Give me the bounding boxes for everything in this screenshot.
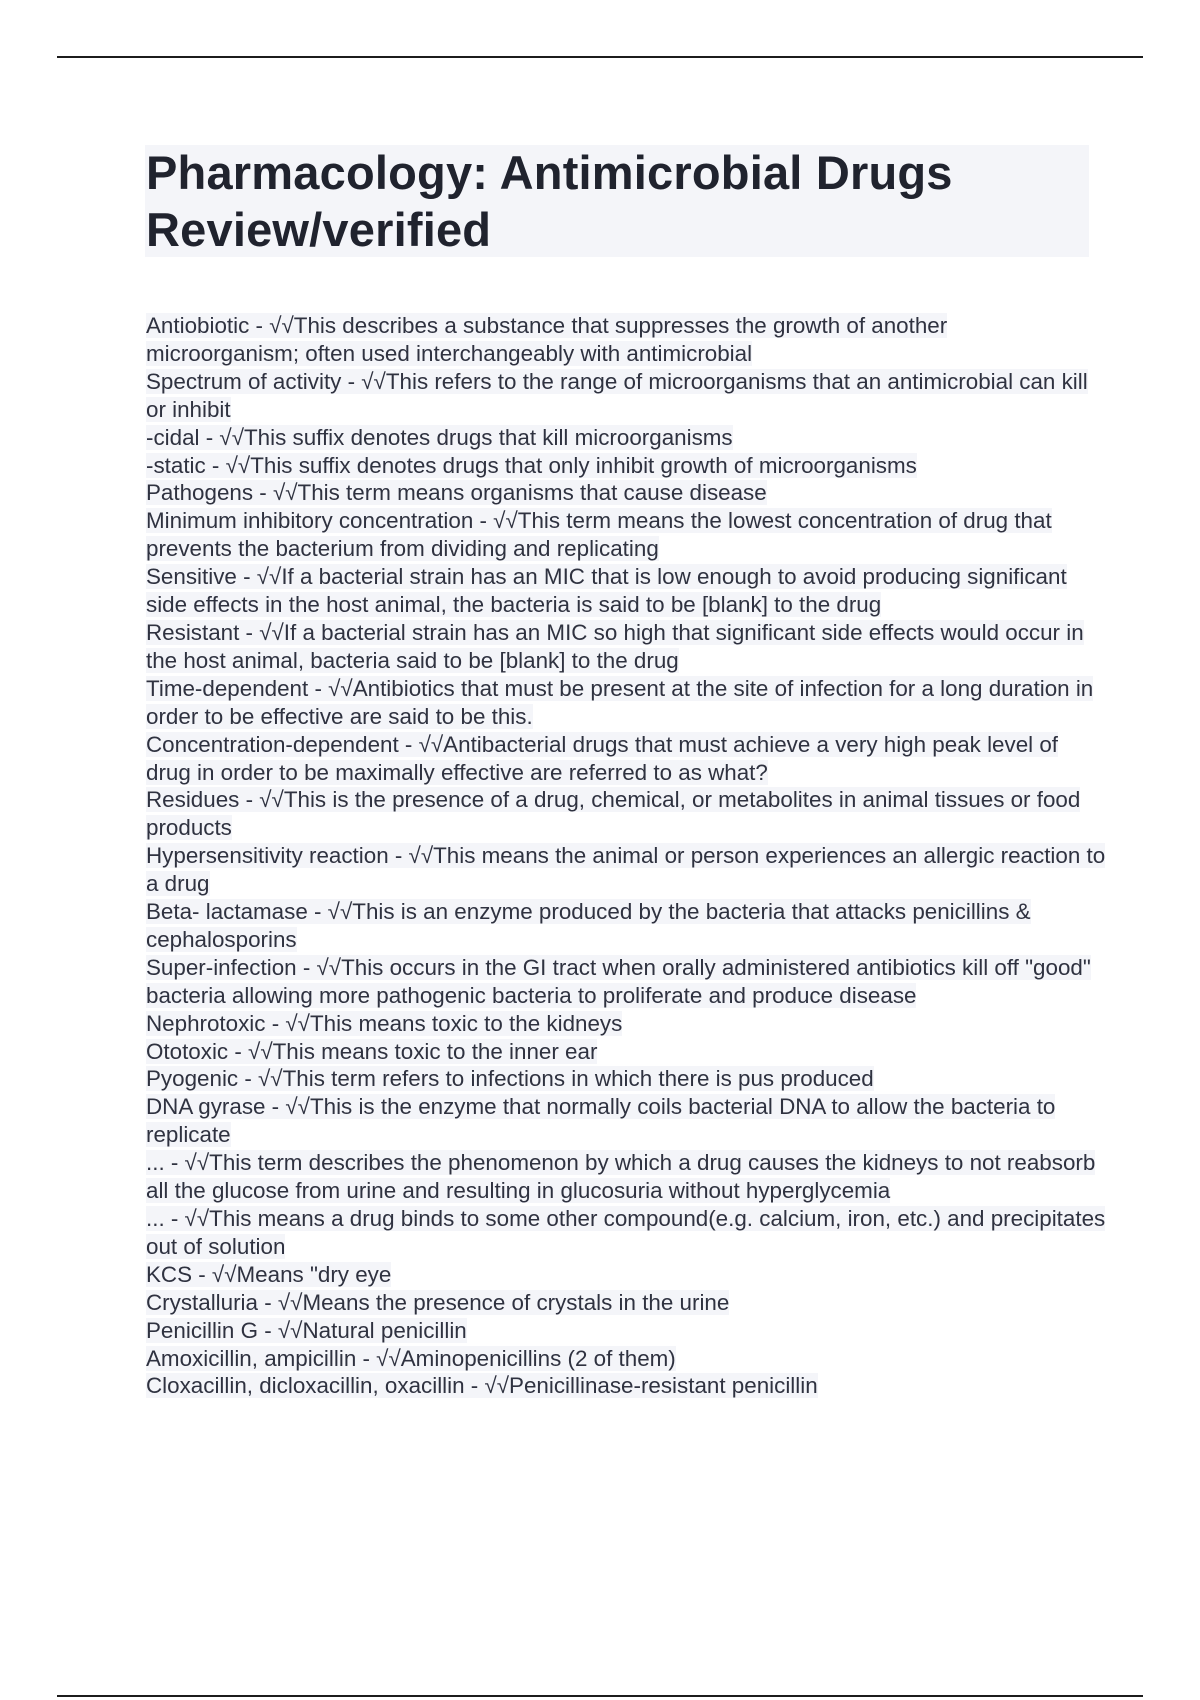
list-item <box>146 842 1106 898</box>
list-item <box>146 452 1106 480</box>
list-item <box>146 1345 1106 1373</box>
list-item <box>146 479 1106 507</box>
list-item <box>146 1205 1106 1261</box>
list-item <box>146 954 1106 1010</box>
list-item <box>146 507 1106 563</box>
entry-text: Sensitive - √√If a bacterial strain has an MIC that is low enough to avoid producing significant side effects in the host animal, the bacteria is said to be [blank] to the drug <box>146 564 1067 618</box>
top-rule <box>57 56 1143 58</box>
entry-text: Time-dependent - √√Antibiotics that must be present at the site of infection for a long duration in order to be effective are said to be this. <box>146 675 1094 729</box>
list-item <box>146 731 1106 787</box>
entry-text: ... - √√This term describes the phenomenon by which a drug causes the kidneys to not reabsorb all the glucose from urine and resulting in glucosuria without hyperglycemia <box>146 1150 1096 1204</box>
entry-text: Pyogenic - √√This term refers to infections in which there is pus produced <box>146 1066 874 1092</box>
entry-text: Spectrum of activity - √√This refers to the range of microorganisms that an antimicrobial can kill or inhibit <box>146 368 1088 422</box>
entry-text: Super-infection - √√This occurs in the GI tract when orally administered antibiotics kill off "good" bacteria allowing more pathogenic bacteria to proliferate and produce disease <box>146 954 1091 1008</box>
entry-text: Cloxacillin, dicloxacillin, oxacillin - √√Penicillinase-resistant penicillin <box>146 1373 818 1399</box>
list-item <box>146 1317 1106 1345</box>
list-item <box>146 1065 1106 1093</box>
entry-text: Concentration-dependent - √√Antibacterial drugs that must achieve a very high peak level of drug in order to be maximally effective are referred to as what? <box>146 731 1059 785</box>
entry-text: Crystalluria - √√Means the presence of crystals in the urine <box>146 1289 730 1315</box>
entry-text: DNA gyrase - √√This is the enzyme that normally coils bacterial DNA to allow the bacteria to replicate <box>146 1094 1056 1148</box>
entry-text: Amoxicillin, ampicillin - √√Aminopenicillins (2 of them) <box>146 1345 676 1371</box>
list-item <box>146 1093 1106 1149</box>
entry-text: ... - √√This means a drug binds to some other compound(e.g. calcium, iron, etc.) and precipitates out of solution <box>146 1206 1106 1259</box>
list-item <box>146 786 1106 842</box>
entry-text: Hypersensitivity reaction - √√This means the animal or person experiences an allergic reaction to a drug <box>146 843 1106 897</box>
entry-text: Pathogens - √√This term means organisms that cause disease <box>146 480 767 506</box>
entry-text: Nephrotoxic - √√This means toxic to the kidneys <box>146 1010 623 1036</box>
list-item <box>146 1372 1106 1400</box>
entry-text: Beta- lactamase - √√This is an enzyme produced by the bacteria that attacks penicillins & cephalosporins <box>146 899 1031 952</box>
list-item <box>146 312 1106 368</box>
entry-text: Resistant - √√If a bacterial strain has an MIC so high that significant side effects would occur in the host animal, bacteria said to be [blank] to the drug <box>146 619 1084 673</box>
list-item <box>146 1010 1106 1038</box>
page-title: Pharmacology: Antimicrobial Drugs Review/verified <box>146 146 953 256</box>
bottom-rule <box>57 1695 1143 1697</box>
entry-text: Penicillin G - √√Natural penicillin <box>146 1317 467 1343</box>
list-item <box>146 619 1106 675</box>
list-item <box>146 1038 1106 1066</box>
list-item <box>146 1289 1106 1317</box>
list-item <box>146 563 1106 619</box>
entry-text: KCS - √√Means "dry eye <box>146 1261 392 1287</box>
entry-text: Residues - √√This is the presence of a drug, chemical, or metabolites in animal tissues or food products <box>146 787 1081 841</box>
entry-text: Antiobiotic - √√This describes a substance that suppresses the growth of another microorganism; often used interchangeably with antimicrobial <box>146 313 948 366</box>
list-item <box>146 368 1106 424</box>
entry-text: Ototoxic - √√This means toxic to the inner ear <box>146 1038 598 1064</box>
flashcard-list <box>146 312 1106 1400</box>
entry-text: -cidal - √√This suffix denotes drugs that kill microorganisms <box>146 424 733 450</box>
entry-text: Minimum inhibitory concentration - √√This term means the lowest concentration of drug that prevents the bacterium from dividing and replicating <box>146 508 1052 562</box>
entry-text: -static - √√This suffix denotes drugs that only inhibit growth of microorganisms <box>146 452 917 478</box>
list-item <box>146 1149 1106 1205</box>
list-item <box>146 1261 1106 1289</box>
list-item <box>146 898 1106 954</box>
list-item <box>146 424 1106 452</box>
list-item <box>146 675 1106 731</box>
